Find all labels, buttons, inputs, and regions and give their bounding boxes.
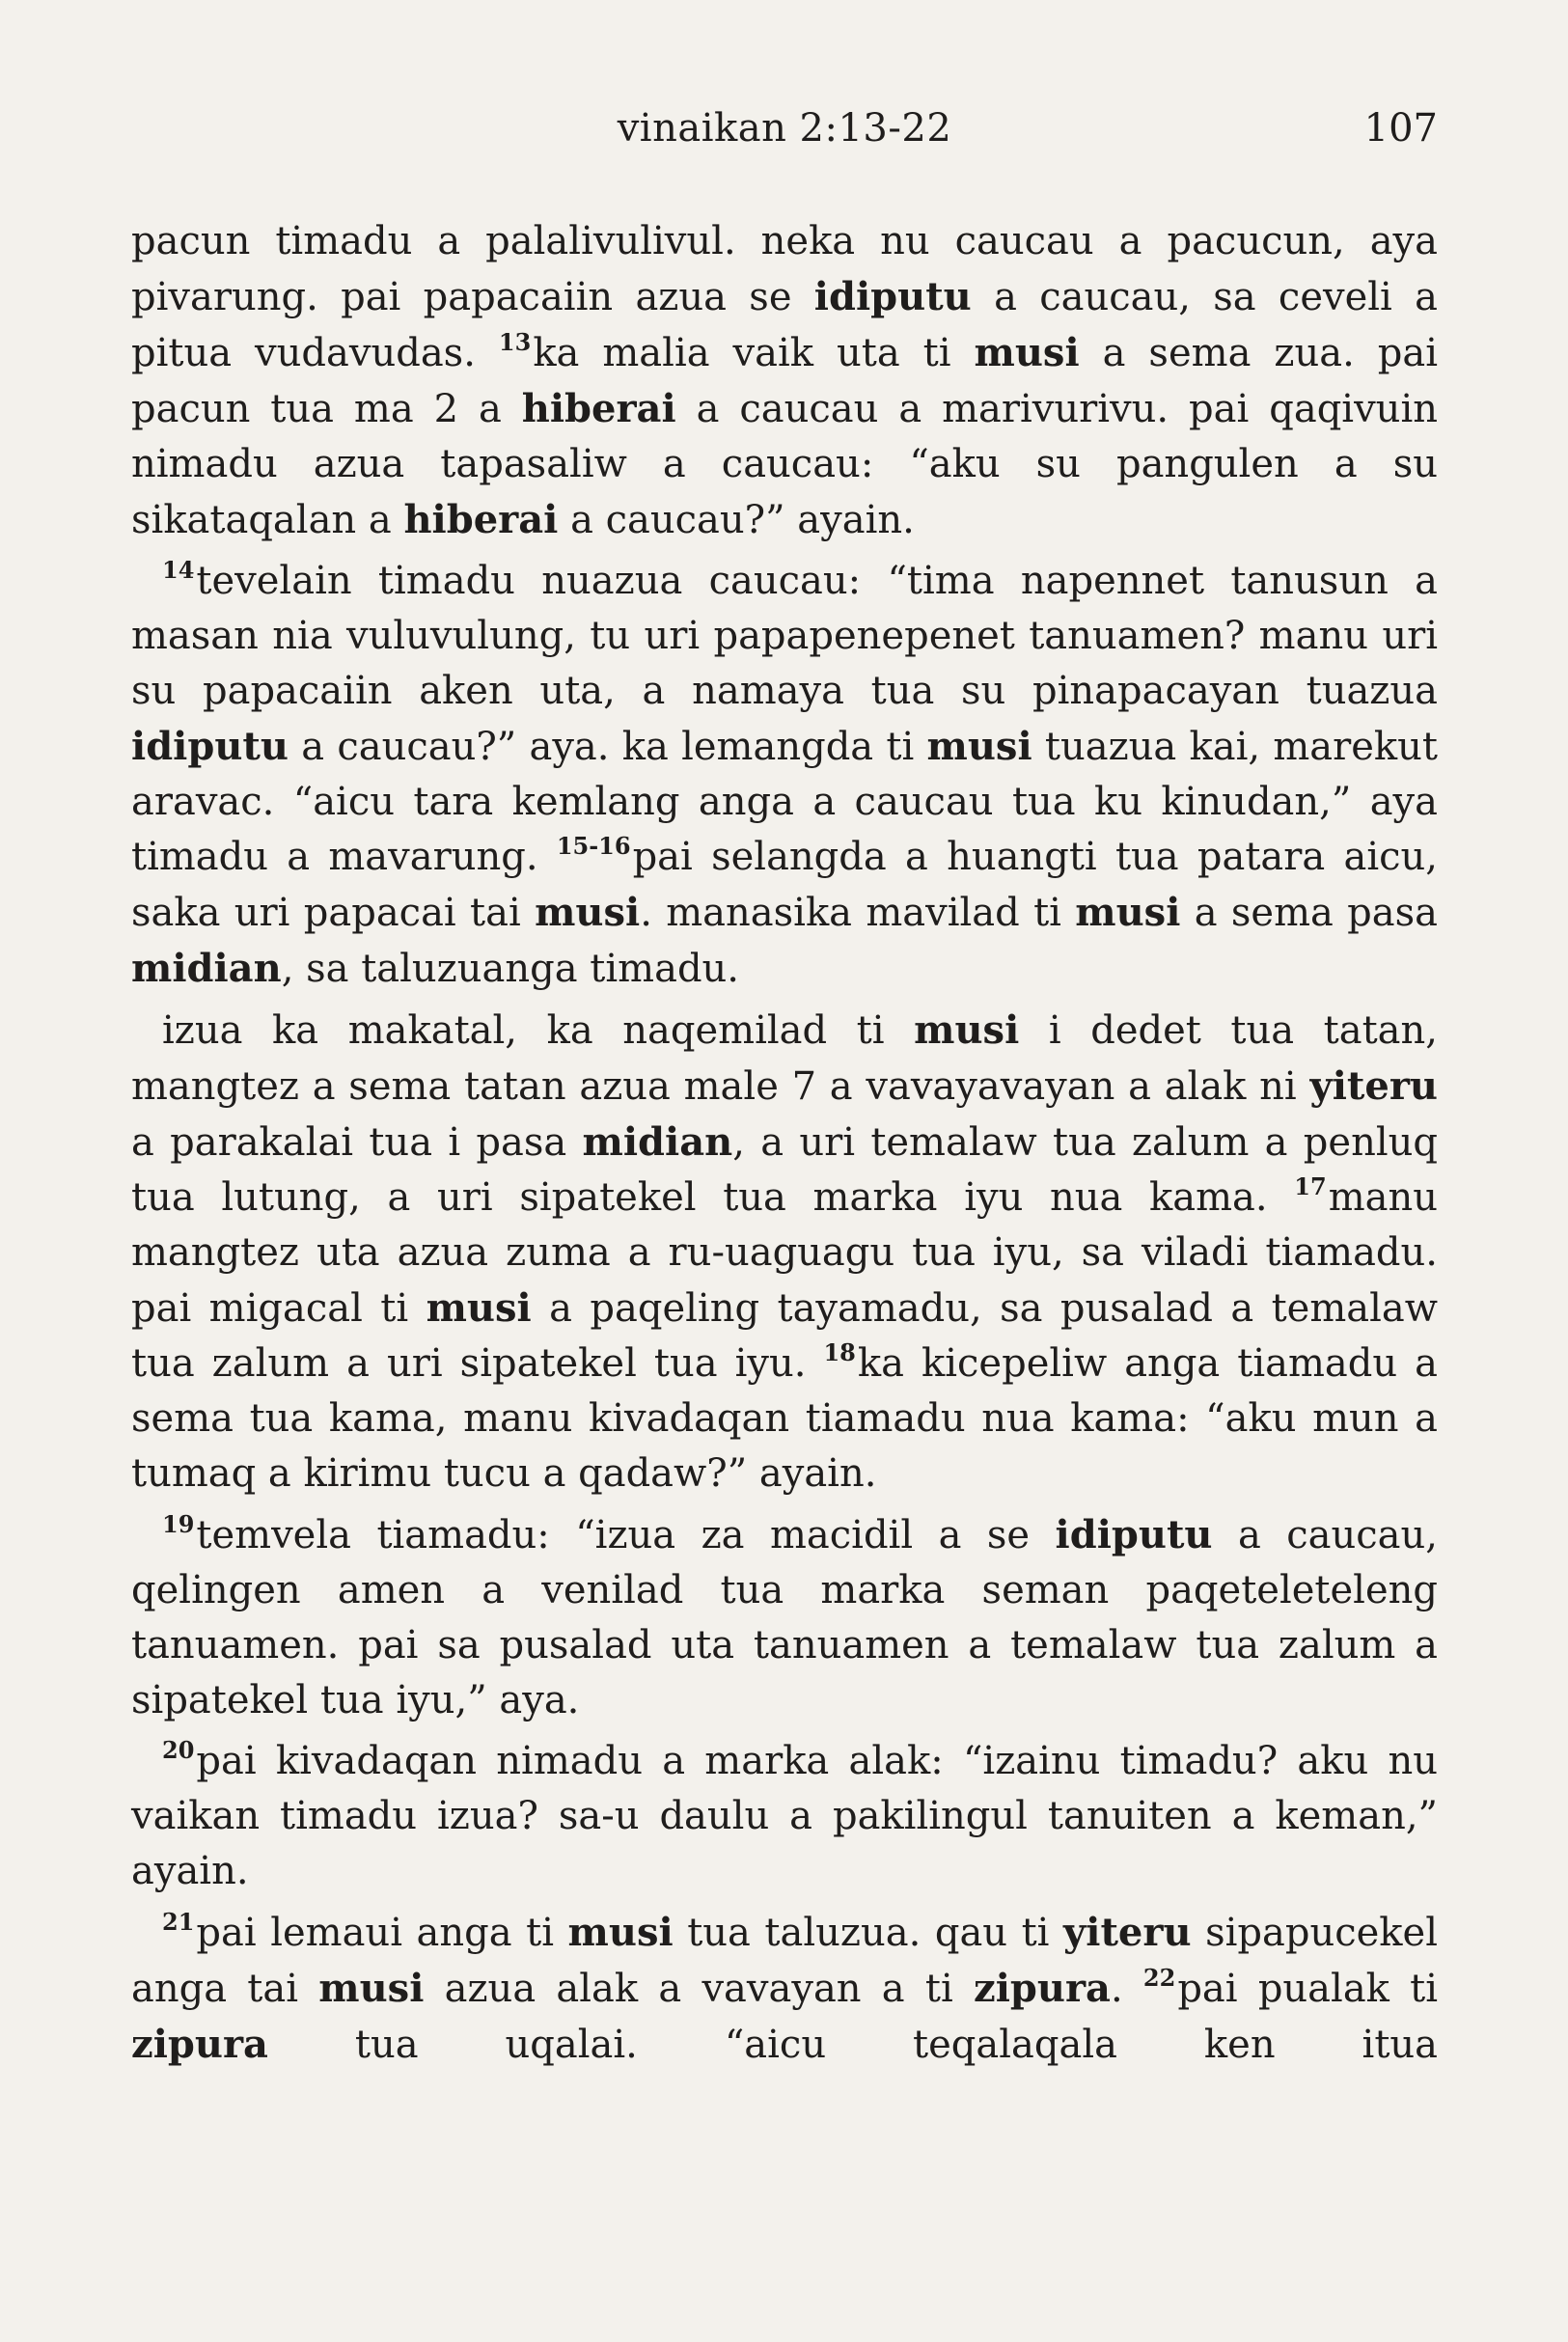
text-run: a paqeling tayamadu, sa pusalad a temalaw tua zalum a uri sipatekel tua iyu.: [131, 1286, 1439, 1386]
bold-term: hiberai: [403, 497, 559, 542]
verse-number: 13: [498, 328, 532, 356]
bold-term: idiputu: [813, 274, 972, 319]
bold-term: musi: [426, 1285, 532, 1331]
verse-number: 17: [1294, 1172, 1327, 1200]
bold-term: hiberai: [521, 386, 676, 431]
text-run: pai pualak ti: [1177, 1967, 1439, 2011]
text-run: tuazua kai, marekut aravac. “aicu tara kemlang anga a caucau tua ku kinudan,” aya timadu a mavarung.: [131, 725, 1438, 879]
bold-term: yiteru: [1063, 1910, 1192, 1955]
bold-term: musi: [914, 1007, 1020, 1053]
bold-term: musi: [535, 890, 641, 935]
paragraph: [131, 1734, 1438, 1899]
text-run: a caucau a marivurivu. pai qaqivuin nimadu azua tapasaliw a caucau: “aku su pangulen a su sikataqalan a: [131, 387, 1439, 542]
bold-term: musi: [974, 330, 1080, 375]
text-run: a caucau?” aya. ka lemangda ti: [288, 725, 927, 769]
bold-term: zipura: [974, 1966, 1111, 2011]
text-run: .: [1110, 1967, 1143, 2011]
verse-number: 19: [162, 1510, 195, 1538]
text-run: temvela tiamadu: “izua za macidil a se: [196, 1513, 1056, 1557]
verse-number: 22: [1142, 1964, 1176, 1992]
bold-term: musi: [318, 1966, 425, 2011]
text-run: a sema zua. pai pacun tua ma 2 a: [131, 331, 1439, 431]
text-run: a sema pasa: [1180, 891, 1438, 935]
paragraph: [131, 1003, 1438, 1502]
page-number: 107: [1363, 106, 1438, 151]
bold-term: musi: [567, 1910, 674, 1955]
text-run: a caucau, sa ceveli a pitua vudavudas.: [131, 275, 1439, 375]
verse-number: 18: [823, 1338, 856, 1366]
verse-number: 14: [162, 556, 195, 584]
text-run: tua taluzua. qau ti: [673, 1911, 1064, 1955]
text-run: i dedet tua tatan, mangtez a sema tatan azua male 7 a vavayavayan a alak ni: [131, 1008, 1439, 1109]
paragraph: [131, 214, 1438, 548]
text-run: pai lemaui anga ti: [196, 1911, 568, 1955]
text-run: pacun timadu a palalivulivul. neka nu caucau a pacucun, aya pivarung. pai papacaiin azua se: [131, 219, 1438, 319]
text-run: , a uri temalaw tua zalum a penluq tua lutung, a uri sipatekel tua marka iyu nua kama.: [131, 1120, 1439, 1220]
text-run: , sa taluzuanga timadu.: [281, 947, 740, 991]
text-run: tevelain timadu nuazua caucau: “tima napennet tanusun a masan nia vuluvulung, tu uri papapenepenet tanuamen? manu uri su papacaiin aken uta, a namaya tua su pinapacayan tuazua: [131, 559, 1438, 713]
text-run: sipapucekel anga tai: [131, 1911, 1439, 2011]
paragraph: [131, 1905, 1438, 2073]
text-run: ka kicepeliw anga tiamadu a sema tua kama, manu kivadaqan tiamadu nua kama: “aku mun a tumaq a kirimu tucu a qadaw?” ayain.: [131, 1341, 1439, 1496]
text-run: . manasika mavilad ti: [640, 891, 1076, 935]
verse-number: 21: [162, 1908, 195, 1936]
text-run: pai selangda a huangti tua patara aicu, saka uri papacai tai: [131, 835, 1438, 935]
text-run: pai kivadaqan nimadu a marka alak: “izainu timadu? aku nu vaikan timadu izua? sa-u daulu a pakilingul tanuiten a keman,” ayain.: [131, 1739, 1438, 1893]
page-header: [131, 106, 1438, 174]
text-run: izua ka makatal, ka naqemilad ti: [162, 1008, 915, 1053]
paragraph: [131, 1507, 1438, 1728]
bold-term: musi: [926, 724, 1032, 769]
bold-term: idiputu: [131, 724, 289, 769]
text-run: a caucau, qelingen amen a venilad tua marka seman paqeteleteleng tanuamen. pai sa pusalad uta tanuamen a temalaw tua zalum a sipatekel tua iyu,” aya.: [131, 1513, 1439, 1722]
bold-term: yiteru: [1309, 1063, 1438, 1109]
bold-term: zipura: [131, 2022, 268, 2067]
text-run: a caucau?” ayain.: [558, 498, 915, 542]
verse-number: 20: [162, 1736, 195, 1764]
page-body: [131, 214, 1438, 2079]
text-run: manu mangtez uta azua zuma a ru-uaguagu tua iyu, sa viladi tiamadu. pai migacal ti: [131, 1175, 1438, 1331]
verse-number: 15-16: [556, 832, 631, 860]
running-head: vinaikan 2:13-22: [617, 106, 952, 151]
text-run: ka malia vaik uta ti: [533, 331, 975, 375]
text-run: tua uqalai. “aicu teqalaqala ken itua: [267, 2023, 1438, 2067]
bold-term: musi: [1075, 890, 1181, 935]
bold-term: midian: [131, 946, 282, 991]
bold-term: idiputu: [1055, 1512, 1213, 1557]
bold-term: midian: [582, 1119, 733, 1165]
paragraph: [131, 554, 1438, 997]
text-run: a parakalai tua i pasa: [131, 1120, 583, 1165]
text-run: azua alak a vavayan a ti: [424, 1967, 974, 2011]
